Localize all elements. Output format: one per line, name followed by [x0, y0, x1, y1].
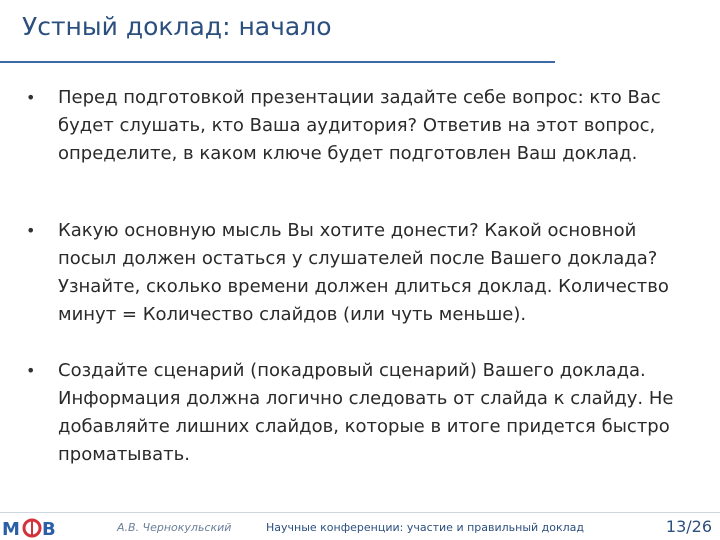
bullet-dot-icon: • — [26, 88, 36, 107]
page-number: 13/26 — [665, 517, 712, 536]
bullet-dot-icon: • — [26, 221, 36, 240]
bullet-dot-icon: • — [26, 361, 36, 380]
bullet-text: Перед подготовкой презентации задайте себе вопрос: кто Вас будет слушать, кто Ваша аудитория? Ответив на этот вопрос, определите, в каком ключе будет подготовлен Ваш доклад. — [58, 87, 661, 164]
footer-course-title: Научные конференции: участие и правильный доклад — [266, 521, 585, 534]
svg-text:М: М — [2, 519, 20, 538]
bullet-text: Создайте сценарий (покадровый сценарий) Вашего доклада. Информация должна логично следовать от слайда к слайду. Не добавляйте лишних слайдов, которые в итоге придется быстро проматывать. — [58, 360, 674, 465]
logo-icon — [2, 518, 62, 538]
svg-text:В: В — [42, 519, 56, 538]
bullet-text: Какую основную мысль Вы хотите донести? Какой основной посыл должен остаться у слушателей после Вашего доклада? Узнайте, сколько времени должен длиться доклад. Количество минут = Количество слайдов (или чуть меньше). — [58, 220, 669, 325]
footer-author: А.В. Чернокульский — [117, 521, 232, 534]
footer-divider — [0, 512, 720, 513]
slide-title: Устный доклад: начало — [22, 12, 332, 41]
slide-footer — [0, 512, 720, 540]
title-underline — [0, 61, 555, 63]
